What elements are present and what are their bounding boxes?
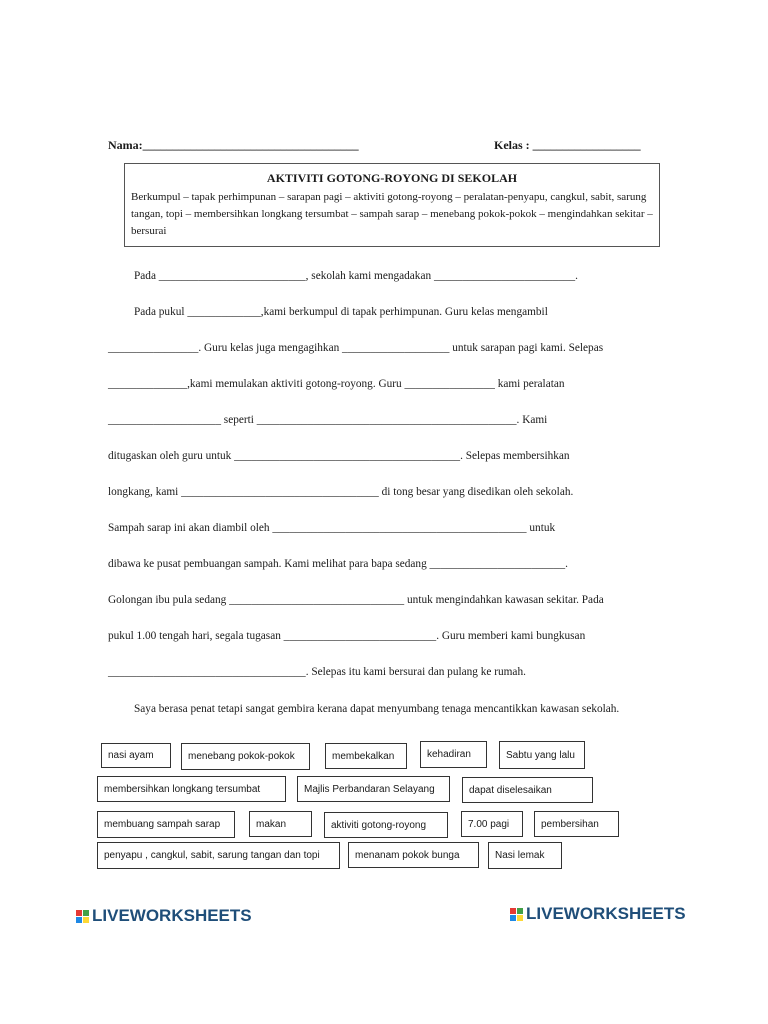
answer-chip[interactable]: dapat diselesaikan	[462, 777, 593, 803]
kelas-field-label: Kelas : __________________	[494, 138, 641, 152]
answer-chip[interactable]: penyapu , cangkul, sabit, sarung tangan dan topi	[97, 842, 340, 869]
text-line: dibawa ke pusat pembuangan sampah. Kami melihat para bapa sedang ________________________.	[108, 558, 568, 570]
text-line: Sampah sarap ini akan diambil oleh _____________________________________________ untuk	[108, 522, 556, 534]
text-line: ________________. Guru kelas juga mengagihkan ___________________ untuk sarapan pagi kami. Selepas	[108, 342, 604, 354]
logo-square	[83, 910, 89, 916]
answer-chip[interactable]: kehadiran	[420, 741, 487, 768]
answer-chip[interactable]: menanam pokok bunga	[348, 842, 479, 868]
text-line: longkang, kami ___________________________________ di tong besar yang disedikan oleh sekolah.	[108, 486, 574, 498]
liveworksheets-logo-icon	[76, 910, 89, 923]
answer-chip[interactable]: aktiviti gotong-royong	[324, 812, 448, 838]
answer-chip[interactable]: membersihkan longkang tersumbat	[97, 776, 286, 802]
text-line: Pada pukul _____________,kami berkumpul di tapak perhimpunan. Guru kelas mengambil	[134, 306, 548, 318]
answer-chip[interactable]: Majlis Perbandaran Selayang	[297, 776, 450, 802]
text-line: pukul 1.00 tengah hari, segala tugasan ___________________________. Guru memberi kami bungkusan	[108, 630, 586, 642]
answer-chip[interactable]: Nasi lemak	[488, 842, 562, 869]
box-words: Berkumpul – tapak perhimpunan – sarapan pagi – aktiviti gotong-royong – peralatan-penyapu, cangkul, sabit, sarung tangan, topi – membersihkan longkang tersumbat – sampah sarap – menebang pokok-pokok – mengindahkan sekitar – bersurai	[131, 191, 653, 237]
logo-square	[510, 908, 516, 914]
text-line: ___________________________________. Selepas itu kami bersurai dan pulang ke rumah.	[108, 666, 526, 678]
text-line: ____________________ seperti ______________________________________________. Kami	[108, 414, 548, 426]
logo-square	[517, 915, 523, 921]
logo-text: LIVEWORKSHEETS	[92, 906, 252, 925]
answer-chip[interactable]: menebang pokok-pokok	[181, 743, 310, 770]
answer-chip[interactable]: Sabtu yang lalu	[499, 741, 585, 769]
logo-text: LIVEWORKSHEETS	[526, 904, 686, 923]
liveworksheets-logo-icon	[510, 908, 523, 921]
liveworksheets-logo	[510, 904, 686, 924]
text-line: Golongan ibu pula sedang _______________________________ untuk mengindahkan kawasan sekitar. Pada	[108, 594, 604, 606]
answer-chip[interactable]: makan	[249, 811, 312, 837]
closing-paragraph: Saya berasa penat tetapi sangat gembira kerana dapat menyumbang tenaga mencantikkan kawasan sekolah.	[134, 703, 620, 715]
answer-chip[interactable]: membekalkan	[325, 743, 407, 769]
answer-chip[interactable]: 7.00 pagi	[461, 811, 523, 837]
word-bank-box	[124, 163, 660, 247]
logo-square	[76, 917, 82, 923]
nama-field-label: Nama:____________________________________	[108, 138, 359, 152]
text-line: Pada __________________________, sekolah kami mengadakan _________________________.	[134, 270, 578, 282]
answer-chip[interactable]: membuang sampah sarap	[97, 811, 235, 838]
box-title: AKTIVITI GOTONG-ROYONG DI SEKOLAH	[266, 171, 518, 185]
logo-square	[76, 910, 82, 916]
logo-square	[83, 917, 89, 923]
answer-chip[interactable]: pembersihan	[534, 811, 619, 837]
answer-chip[interactable]: nasi ayam	[101, 743, 171, 768]
liveworksheets-logo	[76, 906, 252, 926]
text-line: ditugaskan oleh guru untuk ________________________________________. Selepas membersihkan	[108, 450, 570, 462]
logo-square	[517, 908, 523, 914]
logo-square	[510, 915, 516, 921]
text-line: ______________,kami memulakan aktiviti gotong-royong. Guru ________________ kami peralatan	[108, 378, 565, 390]
